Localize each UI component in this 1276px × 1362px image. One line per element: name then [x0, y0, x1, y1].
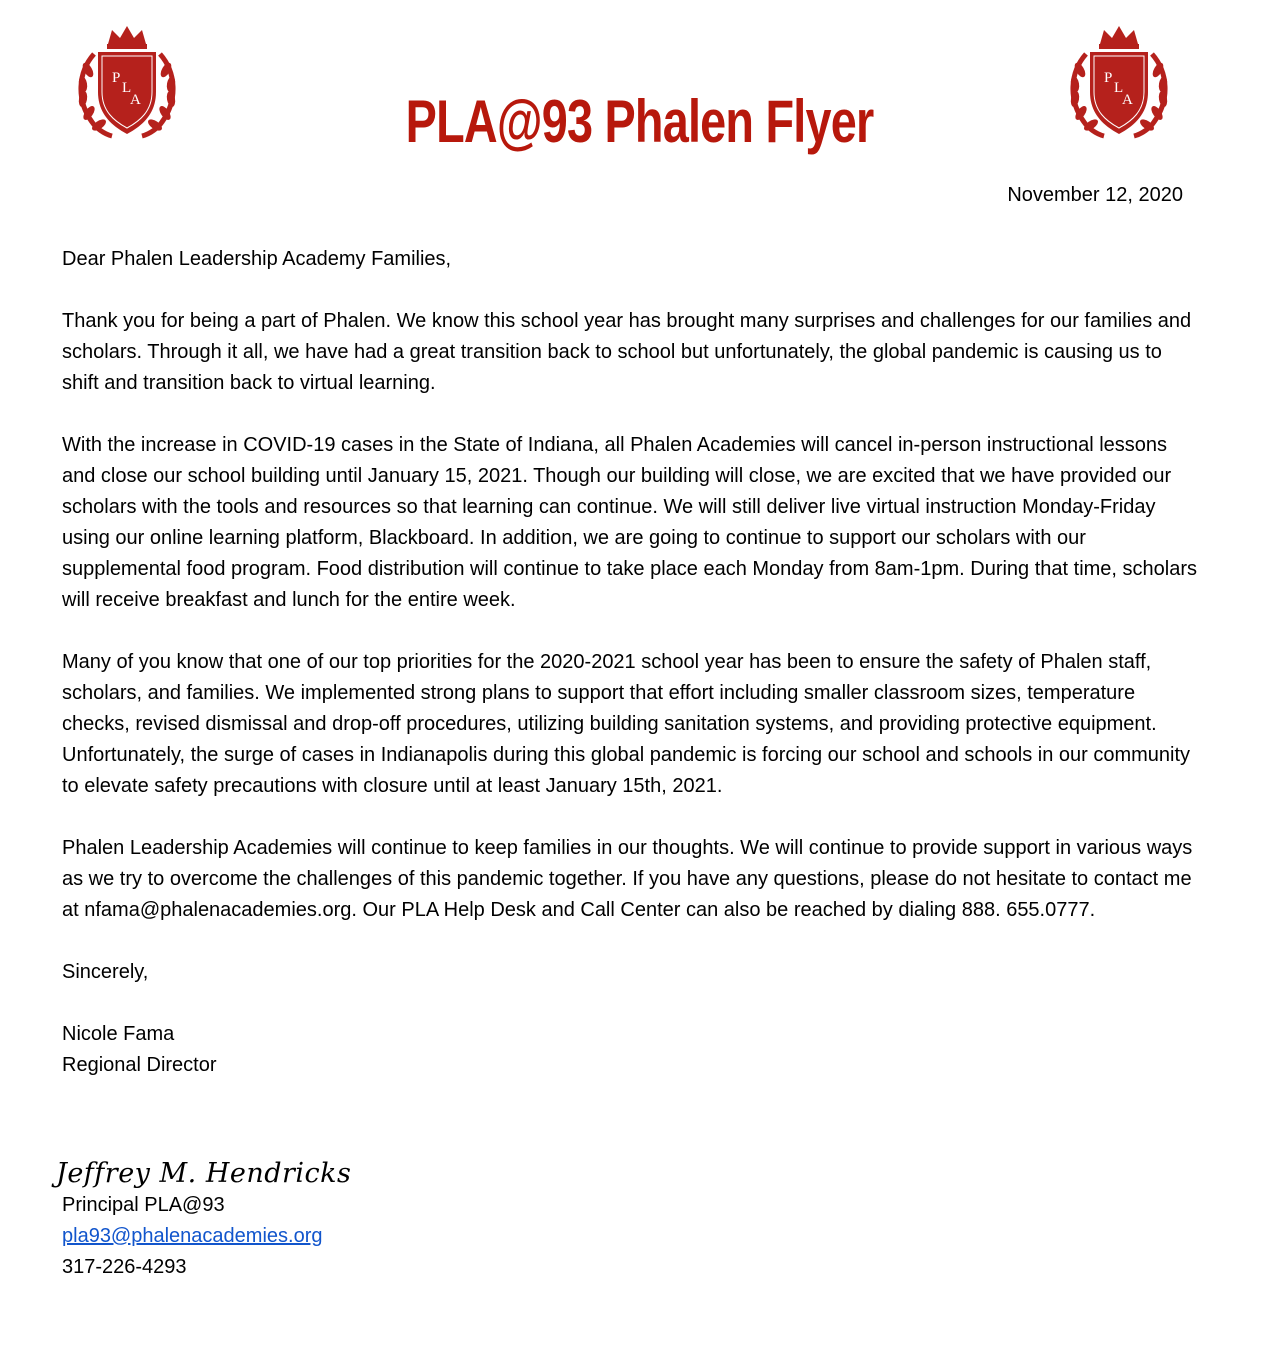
letter-body	[62, 244, 1202, 1081]
crest-letter-l: L	[122, 80, 132, 96]
crest-letter-a: A	[1122, 92, 1133, 108]
principal-phone: 317-226-4293	[62, 1256, 187, 1278]
principal-contact	[62, 1190, 322, 1283]
closing: Sincerely,	[62, 961, 149, 983]
crest-letter-l: L	[1114, 80, 1124, 96]
letter-date: November 12, 2020	[1007, 184, 1183, 206]
paragraph-support: Phalen Leadership Academies will continue to keep families in our thoughts. We will continue to provide support in various ways as we try to overcome the challenges of this pandemic together. If you have any questions, please do not hesitate to contact me at nfama@phalenacademies.org. Our PLA Help Desk and Call Center can also be reached by dialing 888. 655.0777.	[62, 837, 1193, 921]
salutation: Dear Phalen Leadership Academy Families,	[62, 248, 452, 270]
paragraph-thank-you: Thank you for being a part of Phalen. We know this school year has brought many surprises and challenges for our families and scholars. Through it all, we have had a great transition back to school but unfortunately, the global pandemic is causing us to shift and transition back to virtual learning.	[62, 310, 1192, 394]
crest-letter-p: P	[112, 70, 121, 86]
principal-email-link[interactable]: pla93@phalenacademies.org	[62, 1225, 323, 1247]
handwritten-signature: Jeffrey M. Hendricks	[56, 1158, 352, 1189]
crest-letter-p: P	[1104, 70, 1113, 86]
paragraph-safety: Many of you know that one of our top priorities for the 2020-2021 school year has been to ensure the safety of Phalen staff, scholars, and families. We implemented strong plans to support that effort including smaller classroom sizes, temperature checks, revised dismissal and drop-off procedures, utilizing building sanitation systems, and providing protective equipment. Unfortunately, the surge of cases in Indianapolis during this global pandemic is forcing our school and schools in our community to elevate safety precautions with closure until at least January 15th, 2021.	[62, 651, 1191, 797]
principal-title: Principal PLA@93	[62, 1194, 225, 1216]
flyer-title: PLA@93 Phalen Flyer	[405, 88, 874, 155]
signer-name: Nicole Fama	[62, 1023, 175, 1045]
signer-title: Regional Director	[62, 1054, 217, 1076]
paragraph-covid-closure: With the increase in COVID-19 cases in the State of Indiana, all Phalen Academies will cancel in-person instructional lessons and close our school building until January 15, 2021. Though our building will close, we are excited that we have provided our scholars with the tools and resources so that learning can continue. We will still deliver live virtual instruction Monday-Friday using our online learning platform, Blackboard. In addition, we are going to continue to support our scholars with our supplemental food program. Food distribution will continue to take place each Monday from 8am-1pm. During that time, scholars will receive breakfast and lunch for the entire week.	[62, 434, 1198, 611]
crest-letter-a: A	[130, 92, 141, 108]
